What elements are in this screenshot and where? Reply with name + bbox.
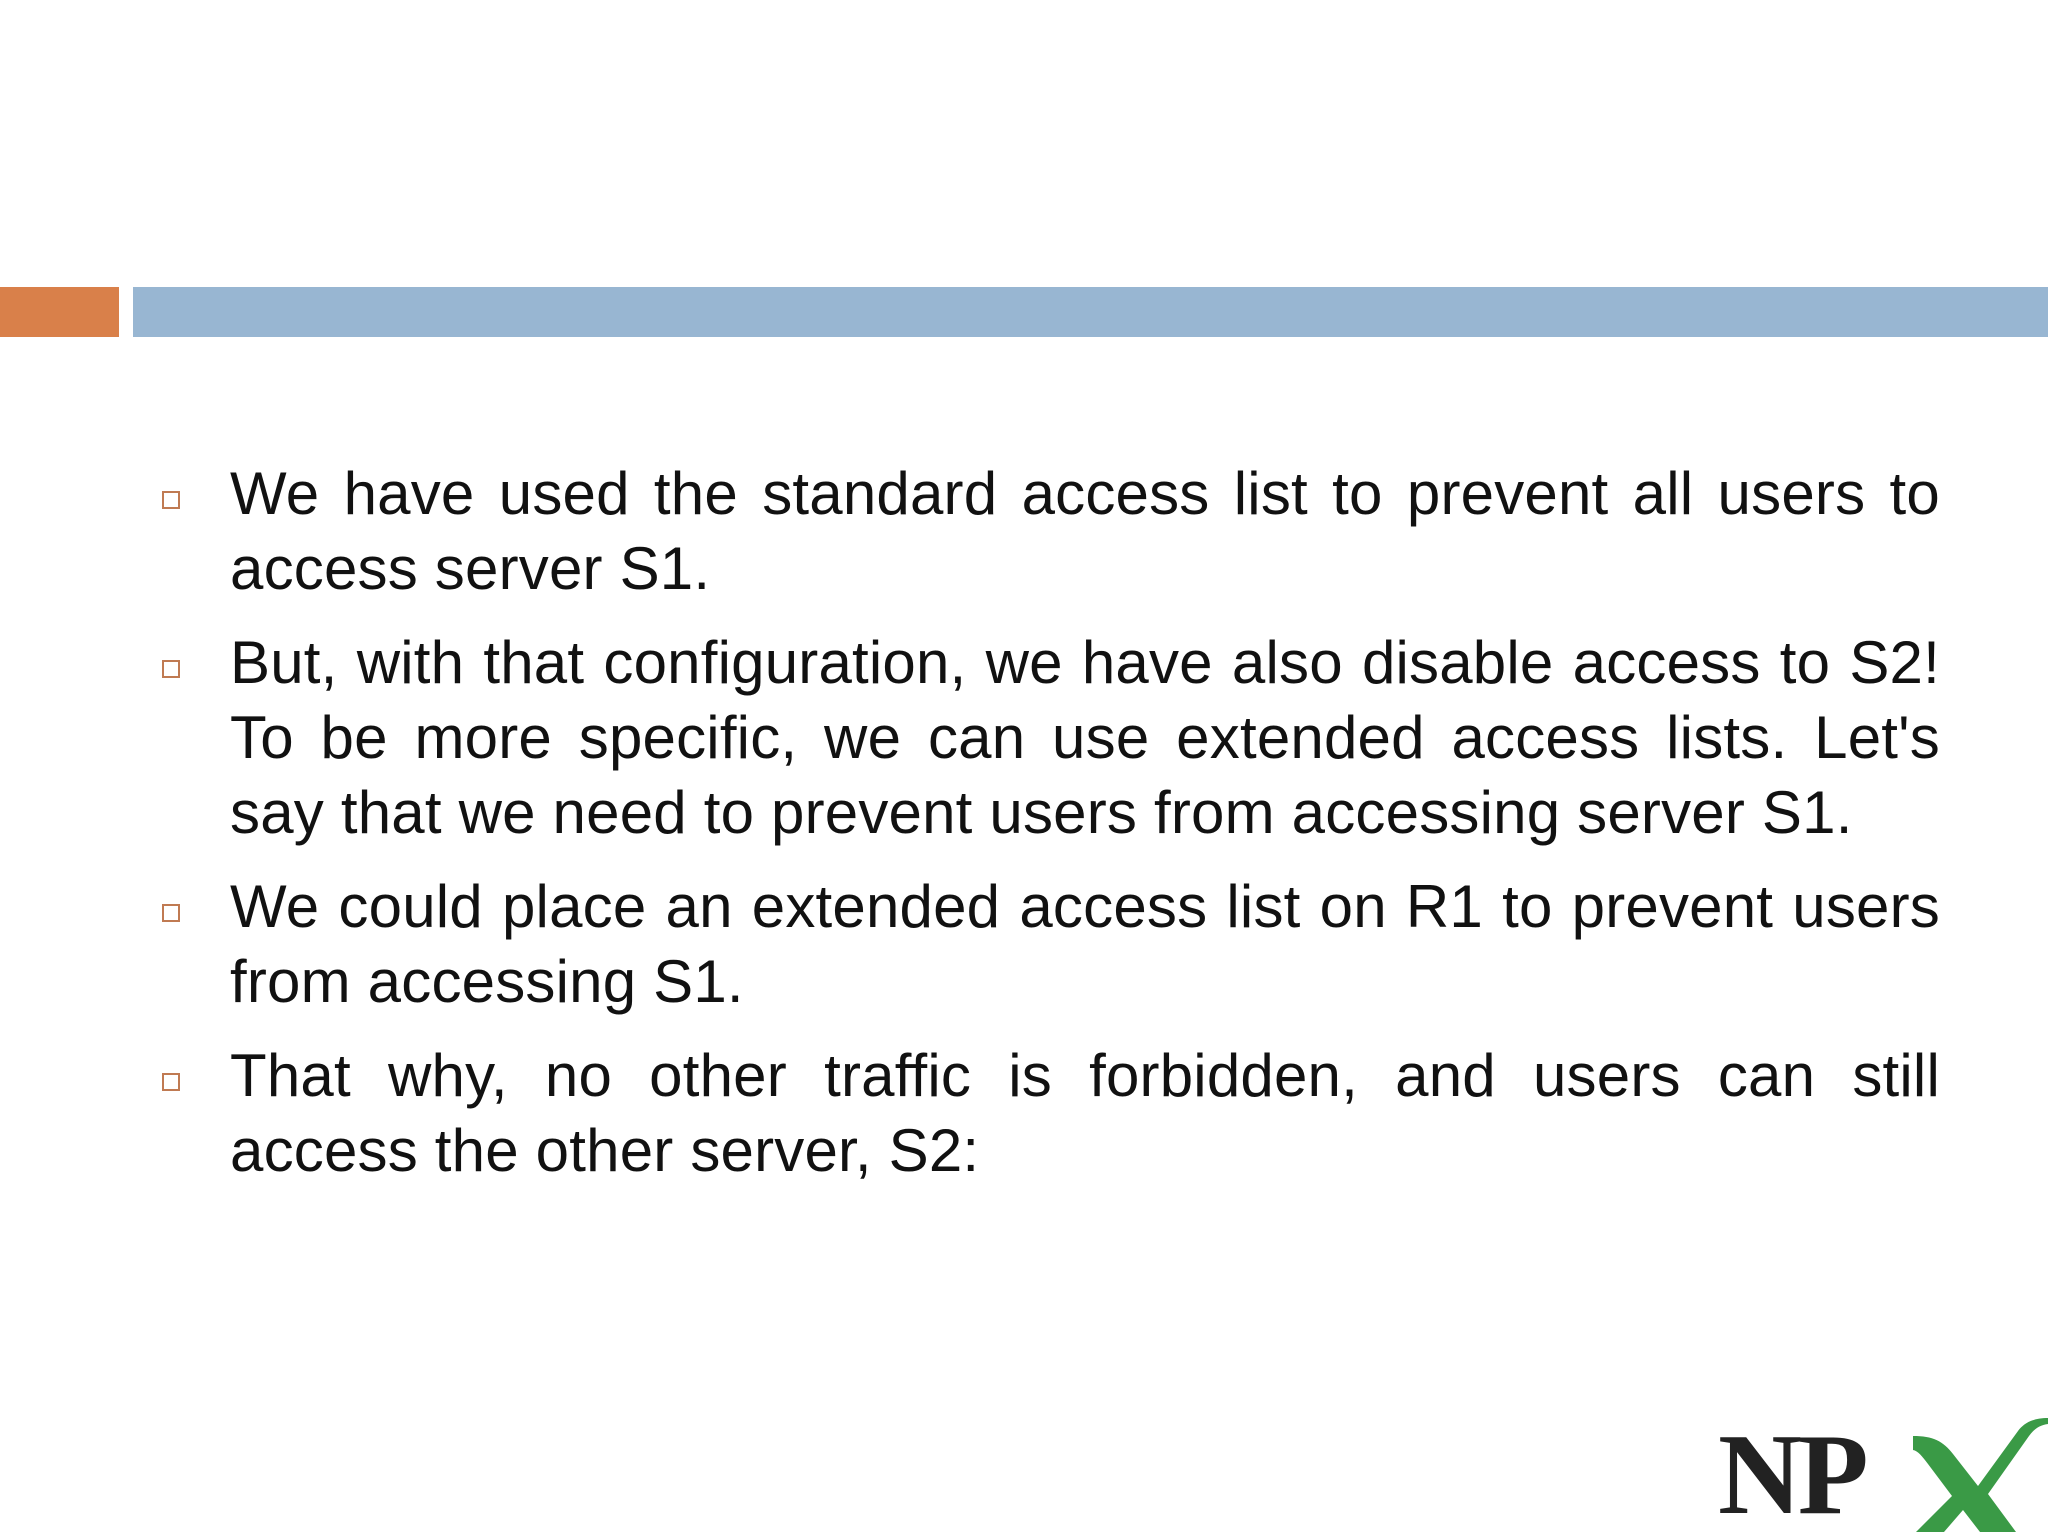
square-bullet-icon (162, 491, 180, 509)
bullet-item (150, 1038, 1940, 1188)
npx-logo (1718, 1396, 2048, 1536)
title-accent-bar (0, 287, 119, 337)
bullet-text: We have used the standard access list to prevent all users to access server S1. (230, 460, 1940, 602)
square-bullet-icon (162, 660, 180, 678)
bullet-text: We could place an extended access list on R1 to prevent users from accessing S1. (230, 873, 1940, 1015)
logo-text: NP (1718, 1411, 1865, 1536)
bullet-item (150, 625, 1940, 850)
square-bullet-icon (162, 904, 180, 922)
square-bullet-icon (162, 1073, 180, 1091)
bullet-item (150, 869, 1940, 1019)
title-bar (133, 287, 2048, 337)
bullet-item (150, 456, 1940, 606)
bullet-text: But, with that configuration, we have also disable access to S2! To be more specific, we can use extended access lists. Let's say that we need to prevent users from accessing server S1. (230, 629, 1940, 846)
logo-x-icon (1718, 1396, 2048, 1536)
bullet-text: That why, no other traffic is forbidden, and users can still access the other server, S2: (230, 1042, 1940, 1184)
bullet-list (150, 456, 1940, 1207)
